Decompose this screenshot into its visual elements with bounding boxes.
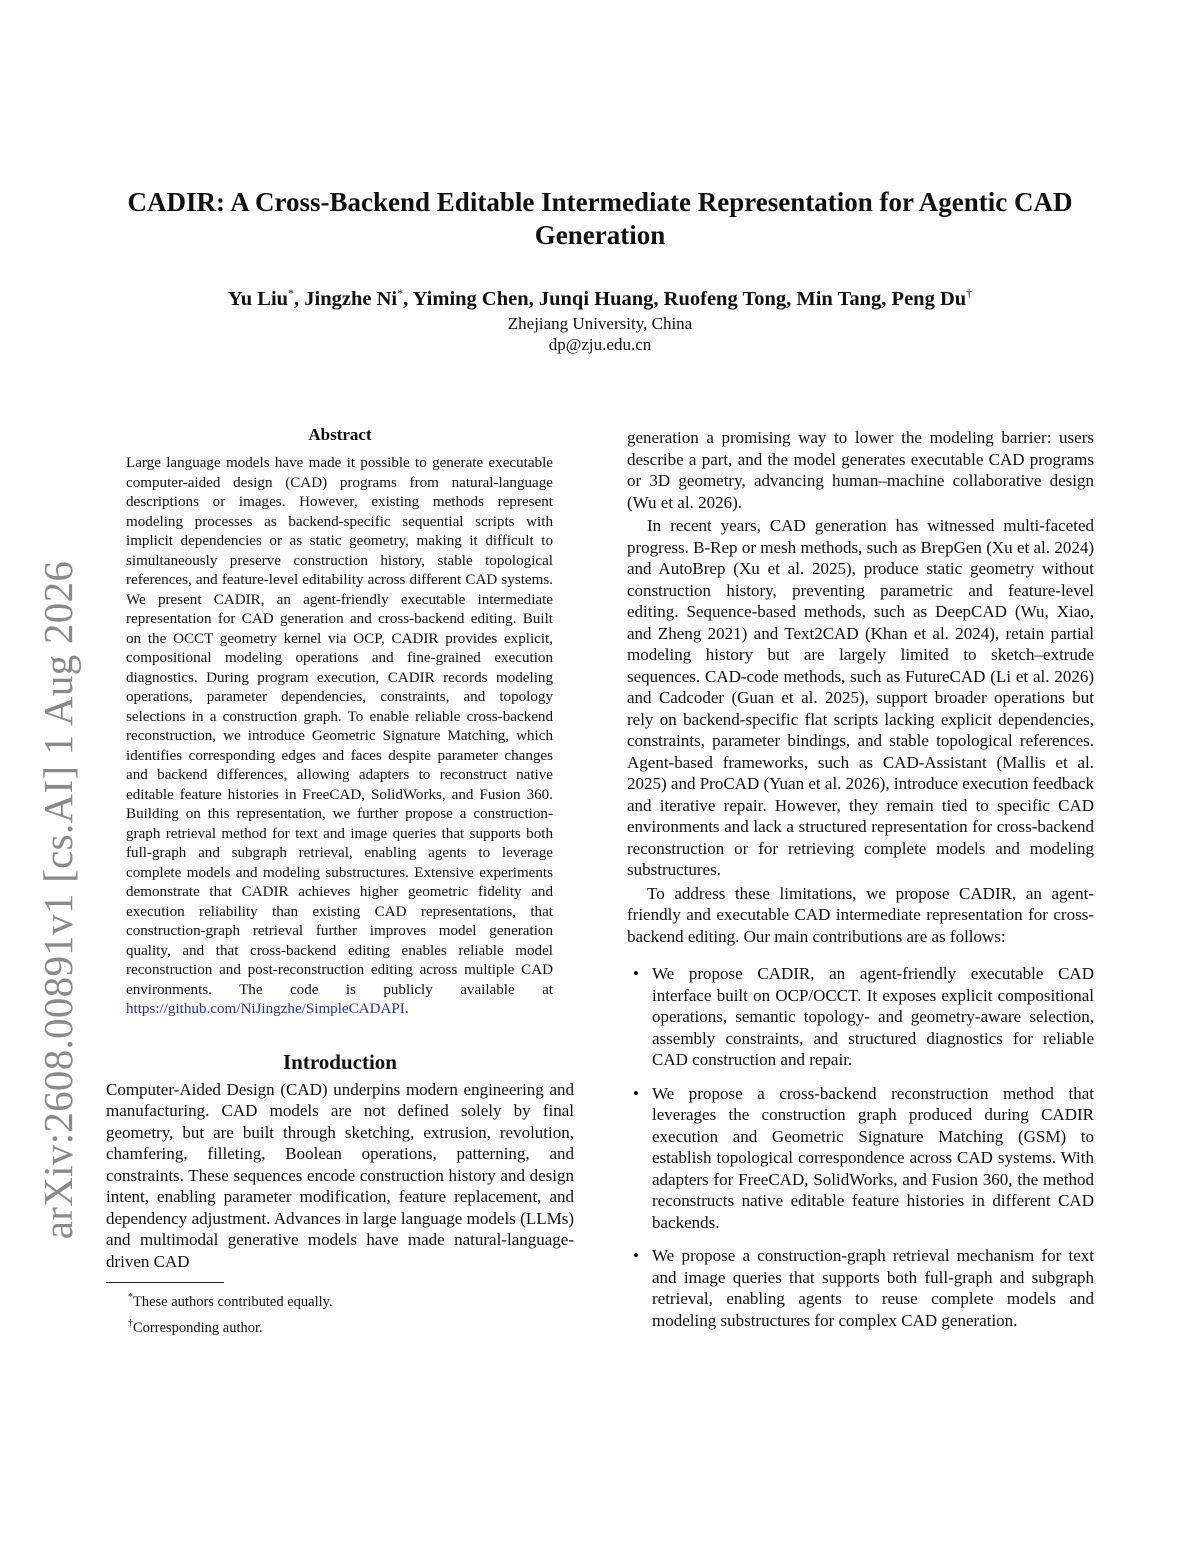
affiliation: Zhejiang University, China (507, 314, 693, 333)
footnote-text: Corresponding author. (133, 1319, 263, 1336)
author-name: Yiming Chen (412, 287, 529, 310)
bullet-icon: • (633, 1246, 639, 1265)
intro-paragraph-3: To address these limitations, we propose CADIR, an agent-friendly and executable CAD intermediate representation for cross-backend editing. Our main contributions are as follows: (627, 883, 1094, 946)
arxiv-identifier-stamp: arXiv:2608.00891v1 [cs.AI] 1 Aug 2026 (35, 560, 81, 1240)
left-column (106, 424, 574, 1339)
right-column (627, 427, 1094, 1343)
code-repository-link[interactable]: https://github.com/NiJingzhe/SimpleCADAPI (126, 1001, 405, 1017)
bullet-icon: • (633, 1083, 639, 1103)
introduction-heading: Introduction (283, 1049, 397, 1074)
abstract-text (126, 454, 553, 1020)
abstract-period: . (404, 1001, 409, 1017)
bullet-icon: • (633, 964, 639, 983)
footnote-mark: * (128, 1292, 133, 1303)
author-mark: * (397, 286, 404, 300)
contribution-text: We propose a cross-backend reconstruction method that leverages the construction graph produced during CADIR execution and Geometric Signature Matching (GSM) to establish topological correspondence across CAD systems. With adapters for FreeCAD, SolidWorks, and Fusion 360, the method reconstructs native editable feature histories in different CAD backends. (652, 1083, 1094, 1232)
author-name: Min Tang (796, 287, 882, 310)
footnote-equal-contribution (128, 1287, 574, 1313)
intro-paragraph-1: Computer-Aided Design (CAD) underpins modern engineering and manufacturing. CAD models are not defined solely by final geometry, but are built through sketching, extrusion, revolution, chamfering, filleting, Boolean operations, patterning, and constraints. These sequences encode construction history and design intent, enabling parameter modification, feature replacement, and dependency adjustment. Advances in large language models (LLMs) and multimodal generative models have made natural-language-driven CAD (106, 1079, 574, 1271)
author-name: Peng Du (891, 287, 967, 310)
author-name: Junqi Huang (538, 287, 654, 310)
author-name: Yu Liu (227, 287, 289, 310)
intro-paragraph-1-continued: generation a promising way to lower the modeling barrier: users describe a part, and the model generates executable CAD programs or 3D geometry, advancing human–machine collaborative design (Wu et al. 2026). (627, 428, 1094, 512)
contribution-text: We propose a construction-graph retrieval mechanism for text and image queries that supports both full-graph and subgraph retrieval, enabling agents to reuse complete models and modeling substructures for complex CAD generation. (652, 1246, 1094, 1330)
author-list: Yu Liu*, Jingzhe Ni*, Yiming Chen, Junqi Huang, Ruofeng Tong, Min Tang, Peng Du† (227, 286, 973, 310)
contribution-item (627, 963, 1094, 1071)
footnote-text: These authors contributed equally. (133, 1293, 333, 1310)
abstract-heading: Abstract (308, 425, 372, 444)
paper-title: CADIR: A Cross-Backend Editable Intermediate Representation for Agentic CAD Generation (127, 187, 1073, 250)
contributions-list (627, 963, 1094, 1331)
contact-email: dp@zju.edu.cn (548, 335, 652, 354)
author-name: Ruofeng Tong (663, 287, 787, 310)
affiliation-block (100, 313, 1100, 355)
abstract-body-text: Large language models have made it possible to generate executable computer-aided design (CAD) programs from natural-language descriptions or images. However, existing methods represent modeling processes as backend-specific sequential scripts with implicit dependencies or as static geometry, making it difficult to simultaneously preserve construction history, stable topological references, and feature-level editability across different CAD systems. We present CADIR, an agent-friendly executable intermediate representation for CAD generation and cross-backend editing. Built on the OCCT geometry kernel via OCP, CADIR provides explicit, compositional modeling operations and fine-grained execution diagnostics. During program execution, CADIR records modeling operations, parameter dependencies, constraints, and topology selections in a construction graph. To enable reliable cross-backend reconstruction, we introduce Geometric Signature Matching, which identifies corresponding edges and faces despite parameter changes and backend differences, allowing adapters to reconstruct native editable feature histories in FreeCAD, SolidWorks, and Fusion 360. Building on this representation, we further propose a construction-graph retrieval method for text and image queries that supports both full-graph and subgraph retrieval, enabling agents to leverage complete models and modeling substructures. Extensive experiments demonstrate that CADIR achieves higher geometric fidelity and execution reliability than existing CAD representations, that construction-graph retrieval further improves model generation quality, and that cross-backend editing enables reliable model reconstruction and post-reconstruction editing across multiple CAD environments. The code is publicly available at (126, 455, 553, 998)
intro-paragraph-2: In recent years, CAD generation has witnessed multi-faceted progress. B-Rep or mesh methods, such as BrepGen (Xu et al. 2024) and AutoBrep (Xu et al. 2025), produce static geometry without construction history, preventing parametric and feature-level editing. Sequence-based methods, such as DeepCAD (Wu, Xiao, and Zheng 2021) and Text2CAD (Khan et al. 2024), retain partial modeling history but are largely limited to sketch–extrude sequences. CAD-code methods, such as FutureCAD (Li et al. 2026) and Cadcoder (Guan et al. 2025), support broader operations but rely on backend-specific flat scripts lacking explicit dependencies, constraints, parameter bindings, and stable topological references. Agent-based frameworks, such as CAD-Assistant (Mallis et al. 2025) and ProCAD (Yuan et al. 2026), introduce execution feedback and iterative repair. However, they remain tied to specific CAD environments and lack a structured representation for cross-backend reconstruction or for retrieving complete models and modeling substructures. (627, 516, 1094, 879)
author-mark: * (288, 286, 295, 300)
footnote-corresponding-author (128, 1313, 574, 1339)
contribution-text: We propose CADIR, an agent-friendly executable CAD interface built on OCP/OCCT. It exposes explicit compositional operations, semantic topology- and geometry-aware selection, assembly constraints, and structured diagnostics for reliable CAD construction and repair. (652, 964, 1094, 1069)
contribution-item (627, 1245, 1094, 1331)
footnote-mark: † (128, 1317, 133, 1329)
footnote-divider (106, 1282, 224, 1283)
author-name: Jingzhe Ni (304, 287, 398, 310)
author-mark: † (966, 286, 973, 300)
contribution-item (627, 1083, 1094, 1234)
